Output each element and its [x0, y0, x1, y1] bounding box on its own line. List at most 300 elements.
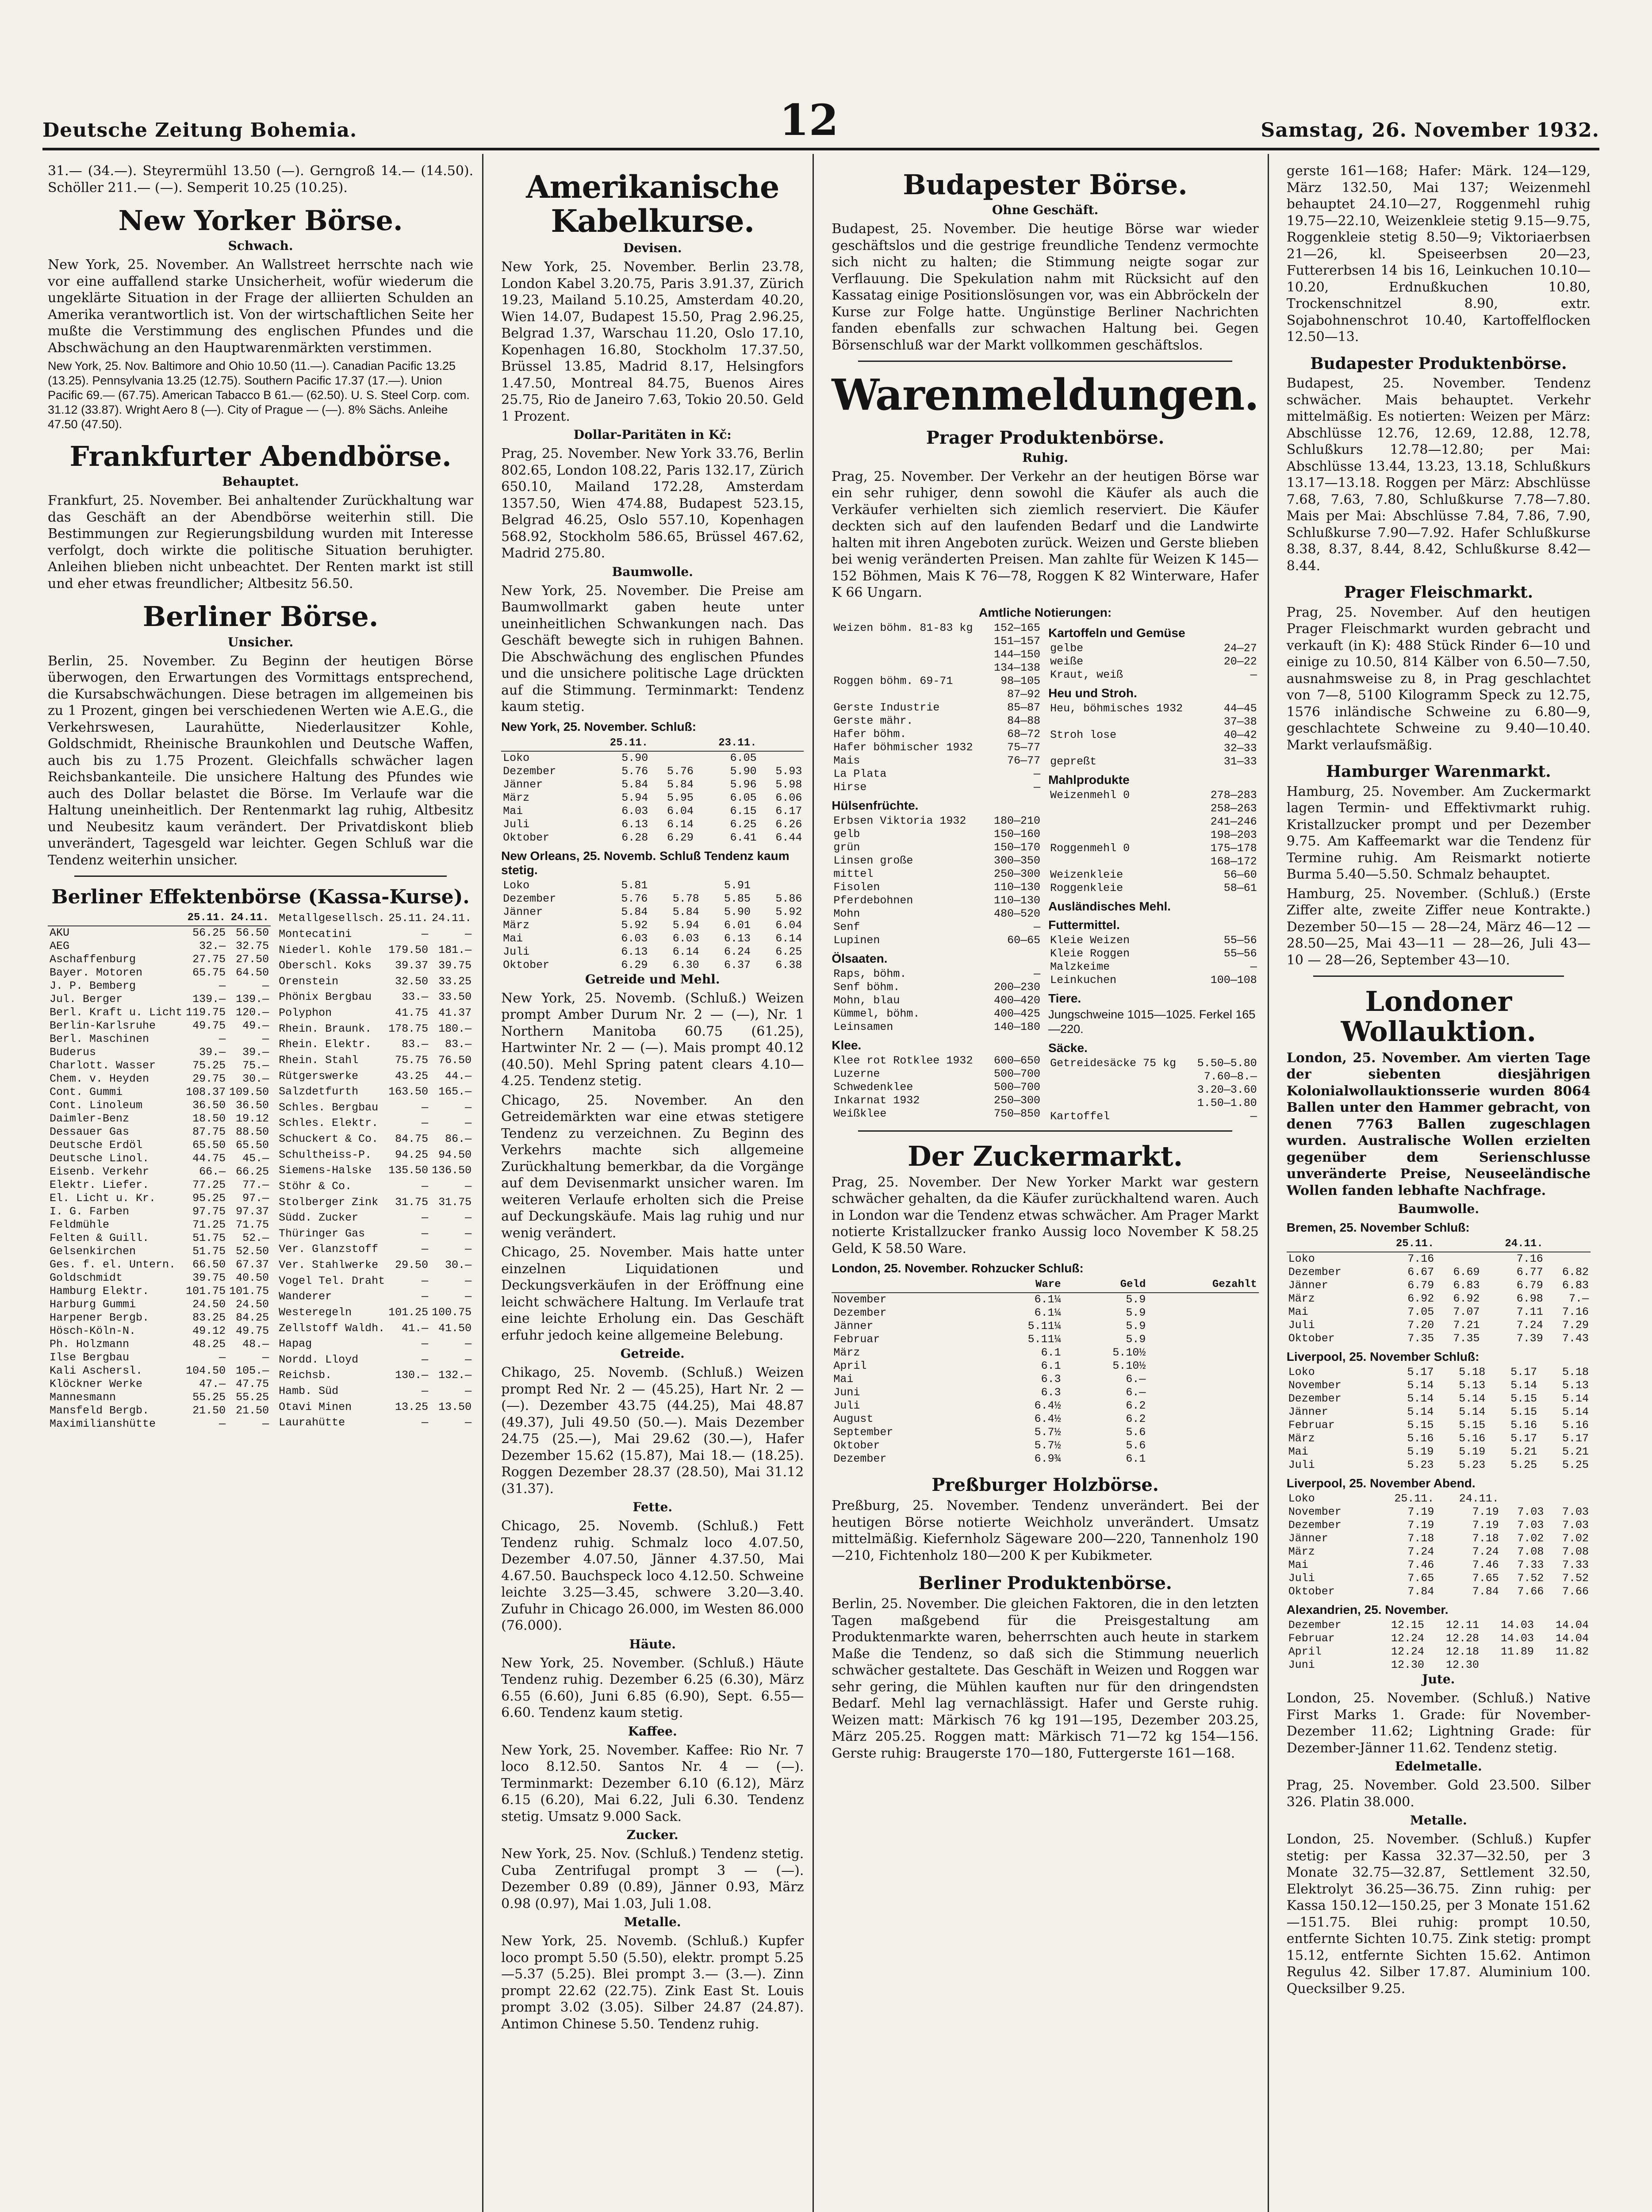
- table-cell: [1147, 1346, 1258, 1359]
- table-cell: November: [833, 1293, 887, 1306]
- table-cell: Kraut, weiß: [1050, 668, 1123, 681]
- table-cell: [1147, 1293, 1258, 1306]
- col-header: 24.11.: [227, 910, 271, 926]
- col-header: [501, 736, 586, 751]
- wolle-title: Londoner Wollauktion.: [1341, 985, 1537, 1048]
- table-cell: [1147, 1386, 1258, 1399]
- table-row: [48, 1378, 271, 1391]
- table-row: [48, 1311, 271, 1325]
- table-cell: Mohn, blau: [833, 994, 900, 1007]
- table-row: [832, 907, 1042, 921]
- hamburg-text: Hamburg, 25. November. Am Zuckermarkt lagen Termin- und Effektivmarkt ruhig. Kristallzucker prompt und per Dezember 9.75. Am Kaffeemarkt war die Tendenz für Termine ruhig. Am Reismarkt notierte Burma 5.40—5.50. Schmalz behauptet.: [1286, 783, 1591, 883]
- table-cell: Niederl. Kohle: [279, 943, 372, 956]
- table-cell: —: [422, 1117, 429, 1130]
- table-cell: I. G. Farben: [50, 1205, 130, 1218]
- table-cell: 94.25: [395, 1148, 429, 1161]
- table-cell: 5.13: [1459, 1379, 1486, 1392]
- table-row: [277, 1305, 473, 1321]
- table-row: [832, 648, 1042, 661]
- table-cell: 7.18: [1472, 1532, 1499, 1545]
- table-cell: —: [465, 1416, 472, 1429]
- table-cell: 29.75: [192, 1072, 226, 1086]
- kartoffeln-table: [1048, 642, 1259, 682]
- table-cell: 7.24: [1516, 1319, 1543, 1332]
- table-row: [1287, 1492, 1591, 1505]
- section-rule: [858, 1130, 1232, 1132]
- table-cell: 6.92: [1407, 1292, 1434, 1306]
- table-row: [832, 781, 1042, 794]
- table-cell: 5.6: [1126, 1439, 1146, 1452]
- table-cell: Vogel Tel. Draht: [279, 1274, 385, 1287]
- table-cell: 5.14: [1562, 1392, 1589, 1406]
- table-cell: 85—87: [1007, 701, 1041, 714]
- table-cell: 6.82: [1562, 1266, 1589, 1279]
- table-cell: Ver. Glanzstoff: [279, 1243, 379, 1256]
- table-cell: Mai: [1288, 1306, 1308, 1319]
- table-cell: Stöhr & Co.: [279, 1179, 352, 1193]
- table-cell: 5.9: [1126, 1306, 1146, 1320]
- table-cell: 13.25: [395, 1400, 429, 1413]
- table-cell: 120.—: [236, 1006, 269, 1019]
- table-cell: Loko: [503, 751, 530, 764]
- kassa-table-right: [277, 910, 473, 1431]
- table-cell: 7.03: [1562, 1519, 1589, 1532]
- table-cell: 11.82: [1555, 1645, 1589, 1659]
- tiere-title: Tiere.: [1048, 991, 1081, 1005]
- table-cell: 33.25: [438, 975, 472, 988]
- table-cell: 5.10½: [1112, 1346, 1146, 1359]
- table-cell: —: [465, 1117, 472, 1130]
- table-cell: 101.75: [229, 1285, 269, 1298]
- table-cell: 6.14: [672, 945, 699, 958]
- table-row: [832, 1399, 1258, 1413]
- table-row: [48, 1338, 271, 1351]
- table-row: [1048, 642, 1259, 655]
- table-cell: 6.69: [1453, 1266, 1480, 1279]
- table-row: [48, 1245, 271, 1258]
- table-cell: —: [1034, 967, 1041, 980]
- table-cell: 134—138: [994, 661, 1041, 674]
- table-cell: 6.1: [1041, 1346, 1061, 1359]
- table-cell: Weizenmehl 0: [1050, 788, 1130, 802]
- getreide-text: Chikago, 25. Novemb. (Schluß.) Weizen prompt Red Nr. 2 — (45.25), Hart Nr. 2 — (—). Dezember 43.75 (44.25), Mai 48.87 (49.37), Juli 49.50 (50.—). Mais Dezember 24.75 (25.—), Mai 29.62 (30.—), Hafer Dezember 15.62 (15.87), Mai 18.— (18.25). Roggen Dezember 28.37 (28.50), Mai 31.12 (31.37).: [501, 1365, 804, 1497]
- table-cell: 6.03: [672, 932, 699, 945]
- table-cell: 5.10½: [1112, 1359, 1146, 1373]
- table-row: [501, 805, 804, 818]
- table-row: [277, 1257, 473, 1273]
- table-cell: —: [422, 1227, 429, 1240]
- frankfurt-text: Frankfurt, 25. November. Bei anhaltender Zurückhaltung war das Geschäft an der Abendbörse weiterhin still. Die Bestimmungen zur Regierungsbildung wurden mit Interesse verfolgt, doch wirkte die politische Situation beruhigter. Anleihen blieben nicht unbeachtet. Der Renten markt ist still und eher etwas freundlicher; Altbesitz 56.50.: [48, 493, 474, 591]
- table-cell: Juli: [1288, 1319, 1315, 1332]
- table-row: [48, 1258, 271, 1271]
- table-cell: 258—263: [1210, 802, 1257, 815]
- table-row: [277, 1352, 473, 1368]
- table-cell: 75.75: [395, 1053, 429, 1067]
- table-cell: 152—165: [994, 621, 1041, 634]
- table-cell: März: [503, 791, 530, 804]
- table-cell: 41.—: [402, 1321, 429, 1335]
- table-cell: Dessauer Gas: [50, 1125, 130, 1139]
- table-row: [48, 1218, 271, 1232]
- table-cell: —: [219, 979, 226, 993]
- table-cell: 100.75: [432, 1306, 472, 1319]
- table-row: [277, 1037, 473, 1052]
- table-row: [277, 990, 473, 1006]
- table-cell: Berlin-Karlsruhe: [50, 1019, 156, 1033]
- table-row: [501, 778, 804, 791]
- table-row: [501, 765, 804, 778]
- table-cell: 51.75: [192, 1232, 226, 1245]
- table-row: [277, 1131, 473, 1147]
- column-2: [496, 154, 814, 2212]
- table-row: [832, 841, 1042, 854]
- table-cell: 6.92: [1453, 1292, 1480, 1306]
- fleisch-text: Prag, 25. November. Auf den heutigen Prager Fleischmarkt wurden gebracht und verkauft (in K): 488 Stück Rinder 6—10 und einige zu 10.50, 814 Kälber von 6.50—7.50, ausnahmsweise zu 8, in Prag geschlachtet von 7—8, 5100 Kilogramm Speck zu 12.75, 1576 inländische Schweine zu 6.80—9, geschlachtete Schweine zu 9.40—10.40. Markt verlaufsmäßig.: [1286, 604, 1591, 753]
- table-row: [48, 1192, 271, 1205]
- table-cell: 39.—: [242, 1046, 269, 1059]
- table-cell: Senf böhm.: [833, 980, 900, 994]
- table-cell: April: [833, 1359, 867, 1373]
- table-cell: —: [422, 1337, 429, 1351]
- table-cell: Jul. Berger: [50, 993, 123, 1006]
- table-cell: —: [219, 1417, 226, 1431]
- column-4: [1281, 154, 1599, 2212]
- table-row: [1048, 655, 1259, 668]
- alexandria-title: Alexandrien, 25. November.: [1286, 1603, 1449, 1617]
- table-cell: 5.23: [1407, 1459, 1434, 1472]
- table-row: [277, 1084, 473, 1100]
- issue-date: Samstag, 26. November 1932.: [1261, 119, 1599, 142]
- table-cell: 5.76: [621, 892, 648, 905]
- table-cell: 12.15: [1391, 1619, 1424, 1632]
- table-cell: 150—160: [994, 827, 1041, 841]
- table-cell: [1048, 1083, 1190, 1097]
- table-cell: [832, 661, 987, 675]
- table-cell: September: [833, 1426, 893, 1439]
- table-row: [48, 953, 271, 966]
- table-cell: —: [219, 1033, 226, 1046]
- table-cell: 47.—: [199, 1378, 226, 1391]
- fette-sub: Fette.: [632, 1500, 673, 1514]
- table-cell: 41.37: [438, 1006, 472, 1020]
- table-cell: —: [1034, 767, 1041, 780]
- table-row: [277, 958, 473, 974]
- table-cell: 14.03: [1500, 1619, 1534, 1632]
- table-row: [501, 879, 804, 892]
- col-header: [832, 1277, 977, 1293]
- table-cell: 5.84: [621, 778, 648, 791]
- table-cell: 135.50: [388, 1164, 429, 1177]
- table-row: [48, 1086, 271, 1099]
- table-cell: 66.—: [199, 1165, 226, 1179]
- table-cell: Stolberger Zink: [279, 1195, 379, 1209]
- table-cell: [752, 879, 804, 892]
- table-cell: 6.06: [775, 791, 802, 804]
- table-cell: —: [465, 1179, 472, 1193]
- table-cell: 6.15: [730, 804, 757, 818]
- kassa-table-left: [48, 910, 271, 1431]
- saecke-title: Säcke.: [1048, 1041, 1088, 1055]
- column-1: [42, 154, 483, 2212]
- table-cell: 58—61: [1223, 881, 1257, 895]
- table-cell: 400—425: [994, 1007, 1041, 1020]
- amtlich-right: [1048, 622, 1259, 1123]
- table-row: [1048, 755, 1259, 768]
- table-row: [832, 1452, 1258, 1466]
- table-cell: [1048, 815, 1180, 829]
- table-cell: 5.78: [672, 892, 699, 905]
- table-cell: 5.11¼: [1027, 1320, 1061, 1333]
- klee-title: Klee.: [832, 1038, 862, 1052]
- alexandria-table: [1287, 1619, 1591, 1672]
- table-row: [48, 1019, 271, 1033]
- table-cell: Weizenkleie: [1050, 868, 1123, 881]
- table-cell: 180.—: [438, 1022, 472, 1035]
- table-cell: Gerste mähr.: [833, 714, 913, 727]
- table-cell: 7.84: [1472, 1585, 1499, 1598]
- table-cell: 75—77: [1007, 741, 1041, 754]
- table-cell: Dezember: [1288, 1266, 1342, 1279]
- table-cell: 5.9: [1126, 1293, 1146, 1306]
- ausl-mehl-title: Ausländisches Mehl.: [1048, 899, 1171, 913]
- table-cell: Weißklee: [833, 1107, 887, 1120]
- table-cell: Polyphon: [279, 1006, 332, 1020]
- table-cell: Lupinen: [833, 933, 880, 947]
- table-cell: 51.75: [192, 1245, 226, 1258]
- table-row: [1287, 1419, 1591, 1432]
- amtlich-tables: [832, 622, 1258, 1123]
- table-row: [48, 1325, 271, 1338]
- table-cell: Kleie Weizen: [1050, 933, 1130, 947]
- liverpool-table: [1287, 1366, 1591, 1472]
- table-cell: 47.75: [236, 1378, 269, 1391]
- ny-exchange-quotes: New York, 25. Nov. Baltimore and Ohio 10.50 (11.—). Canadian Pacific 13.25 (13.25). Pennsylvania 13.25 (12.75). Southern Pacific 17.37 (17.—). Union Pacific 69.— (67.75). American Tabacco B 61.— (62.50). U. S. Steel Corp. com. 31.12 (33.87). Wright Aero 8 (—). City of Prague — (—). 8% Sächs. Anleihe 47.50 (47.50).: [48, 359, 470, 431]
- table-cell: 64.50: [236, 966, 269, 979]
- table-cell: 21.50: [192, 1404, 226, 1417]
- table-cell: —: [1250, 668, 1257, 681]
- table-cell: 5.93: [775, 764, 802, 778]
- table-row: [501, 751, 804, 765]
- metalle-london-sub: Metalle.: [1410, 1813, 1467, 1828]
- table-cell: Juli: [503, 945, 530, 958]
- col-header: 25.11.: [184, 910, 227, 926]
- table-cell: 168—172: [1210, 855, 1257, 868]
- table-row: [48, 1285, 271, 1298]
- table-row: [832, 1293, 1258, 1306]
- table-cell: 7.19: [1472, 1505, 1499, 1519]
- table-cell: 49.75: [192, 1019, 226, 1033]
- table-cell: 6.83: [1562, 1279, 1589, 1292]
- table-row: [832, 741, 1042, 754]
- table-cell: 7.65: [1472, 1572, 1499, 1585]
- table-cell: Loko: [1288, 1492, 1315, 1505]
- table-cell: 5.92: [775, 905, 802, 918]
- table-row: [48, 1351, 271, 1364]
- table-cell: 12.24: [1391, 1632, 1424, 1645]
- table-cell: 66.25: [236, 1165, 269, 1179]
- berl-prod-title: Berliner Produktenbörse.: [918, 1573, 1172, 1594]
- table-cell: 7.66: [1517, 1585, 1544, 1598]
- table-cell: Deutsche Erdöl: [50, 1139, 143, 1152]
- table-row: [277, 1273, 473, 1289]
- table-cell: Gerste Industrie: [833, 701, 940, 714]
- table-row: [277, 942, 473, 958]
- table-row: [1287, 1379, 1591, 1392]
- table-cell: —: [465, 1211, 472, 1225]
- table-cell: 5.17: [1562, 1432, 1589, 1445]
- table-cell: —: [262, 1417, 269, 1431]
- table-cell: 101.75: [186, 1285, 226, 1298]
- table-cell: 5.17: [1407, 1366, 1434, 1379]
- table-cell: 109.50: [229, 1086, 269, 1099]
- table-cell: Getreidesäcke 75 kg: [1050, 1056, 1177, 1070]
- table-cell: 5.17: [1510, 1366, 1537, 1379]
- mahl-table: [1048, 789, 1259, 895]
- table-cell: [1147, 1359, 1258, 1373]
- table-cell: 5.7½: [1034, 1439, 1061, 1452]
- table-row: [501, 945, 804, 959]
- table-cell: 5.81: [621, 879, 648, 892]
- table-cell: 12.18: [1445, 1645, 1479, 1659]
- table-cell: Nordd. Lloyd: [279, 1353, 359, 1366]
- table-cell: Dezember: [1288, 1619, 1342, 1632]
- table-cell: 110—130: [994, 894, 1041, 907]
- table-cell: 30.—: [445, 1259, 472, 1272]
- table-cell: [1048, 742, 1214, 755]
- devisen-sub: Devisen.: [623, 241, 682, 255]
- table-row: [501, 892, 804, 906]
- table-row: [1048, 842, 1259, 855]
- table-cell: März: [1288, 1292, 1315, 1306]
- table-cell: 5.76: [667, 764, 694, 778]
- col-header: [1287, 1237, 1372, 1252]
- table-cell: 7.03: [1562, 1505, 1589, 1519]
- table-cell: Cont. Gummi: [50, 1086, 123, 1099]
- cotton-ny-title: New York, 25. November. Schluß:: [501, 719, 697, 733]
- col-header: Ware: [978, 1277, 1063, 1293]
- table-cell: 5.14: [1407, 1406, 1434, 1419]
- table-row: [1287, 1406, 1591, 1419]
- table-row: [832, 1306, 1258, 1320]
- table-cell: 6.13: [621, 945, 648, 958]
- table-row: [1287, 1645, 1591, 1659]
- table-cell: Gelsenkirchen: [50, 1245, 136, 1258]
- table-cell: Felten & Guill.: [50, 1232, 149, 1245]
- jute-text: London, 25. November. (Schluß.) Native First Marks 1. Grade: für November-Dezember 11.62; Lightning Grade: für Dezember-Jänner 11.62. Tendenz stetig.: [1286, 1690, 1591, 1756]
- table-row: [832, 994, 1042, 1007]
- table-cell: 41.75: [395, 1006, 429, 1020]
- table-cell: —: [1034, 920, 1041, 933]
- table-cell: El. Licht u. Kr.: [50, 1192, 156, 1205]
- table-cell: 200—230: [994, 980, 1041, 994]
- table-cell: 6.04: [667, 804, 694, 818]
- table-cell: Oktober: [503, 831, 550, 844]
- table-cell: 32.50: [395, 975, 429, 988]
- table-cell: Salzdetfurth: [279, 1085, 359, 1098]
- table-row: [832, 622, 1042, 635]
- table-cell: Metallgesellsch.: [279, 912, 385, 925]
- kartoffeln-title: Kartoffeln und Gemüse: [1048, 626, 1185, 640]
- table-row: [1287, 1266, 1591, 1279]
- table-cell: 500—700: [994, 1080, 1041, 1094]
- column-3: [826, 154, 1269, 2212]
- table-cell: Leinsamen: [833, 1020, 893, 1033]
- table-cell: 7.43: [1562, 1332, 1589, 1345]
- table-row: [48, 1059, 271, 1072]
- table-cell: Otavi Minen: [279, 1400, 352, 1413]
- table-row: [277, 1021, 473, 1037]
- table-cell: Klee rot Rotklee 1932: [833, 1054, 973, 1067]
- grain-chicago-text: Chicago, 25. November. An den Getreidemärkten war eine etwas stetigere Tendenz zu verzeichnen. Zu Beginn des Verkehrs machte sich allgemeine Zurückhaltung bemerkbar, da die Vorgänge auf dem Devisenmarkt unsicher waren. Im weiteren Verlaufe erholten sich die Preise auf Deckungskäufe. Mais lag ruhig und nur wenig verändert.: [501, 1092, 804, 1241]
- table-cell: Dezember: [503, 892, 556, 905]
- table-cell: 97.—: [242, 1192, 269, 1205]
- table-cell: 6.37: [724, 958, 751, 972]
- table-cell: Dezember: [833, 1452, 887, 1466]
- table-cell: Februar: [1288, 1632, 1335, 1645]
- table-cell: 97.75: [192, 1205, 226, 1218]
- table-cell: Roggenmehl 0: [1050, 841, 1130, 855]
- table-cell: [1147, 1373, 1258, 1386]
- table-row: [277, 1052, 473, 1068]
- table-cell: 5.90: [724, 905, 751, 918]
- grain-sub: Getreide und Mehl.: [585, 972, 720, 987]
- table-cell: 7.39: [1516, 1332, 1543, 1345]
- table-cell: 6.17: [775, 804, 802, 818]
- hamburg-title: Hamburger Warenmarkt.: [1326, 762, 1551, 781]
- table-cell: 5.84: [672, 905, 699, 918]
- table-cell: —: [262, 979, 269, 993]
- table-cell: Klöckner Werke: [50, 1378, 143, 1391]
- table-cell: 31.75: [438, 1195, 472, 1209]
- table-cell: 19.12: [236, 1112, 269, 1125]
- table-cell: [1481, 1659, 1536, 1672]
- table-cell: 7.66: [1562, 1585, 1589, 1598]
- ny-exchange-text: New York, 25. November. An Wallstreet herrschte nach wie vor eine auffallend starke Unsicherheit, wofür wiederum die ungeklärte Situation in der Frage der alliierten Schulden an Amerika verantwortlich ist. Von der wirtschaftlichen Seite her mußte die Verstimmung des englischen Pfundes und die Abschwächung an den Hauptwarenmärkten verstimmen.: [48, 257, 474, 356]
- table-cell: 6.—: [1126, 1373, 1146, 1386]
- table-cell: 140—180: [994, 1020, 1041, 1033]
- kaffee-sub: Kaffee.: [628, 1724, 677, 1739]
- table-cell: 180—210: [994, 814, 1041, 827]
- table-cell: 7.08: [1517, 1545, 1544, 1559]
- table-row: [277, 1179, 473, 1194]
- table-row: [501, 959, 804, 972]
- table-cell: 44.75: [192, 1152, 226, 1165]
- table-cell: Buderus: [50, 1046, 96, 1059]
- table-cell: 7.16: [1562, 1306, 1589, 1319]
- table-cell: 7.03: [1517, 1519, 1544, 1532]
- metalle-london-text: London, 25. November. (Schluß.) Kupfer stetig: per Kassa 32.37—32.50, per 3 Monate 32.75—32.87, Settlement 32.50, Elektrolyt 36.25—36.75. Zinn ruhig: per Kassa 150.12—150.25, per 3 Monate 151.62—151.75. Blei ruhig: prompt 10.50, entfernte Sichten 10.75. Zink stetig: prompt 15.12, entfernte Sichten 15.62. Antimon Regulus 42. Silber 17.87. Aluminium 100. Quecksilber 9.25.: [1286, 1832, 1591, 1997]
- table-cell: 86.—: [445, 1133, 472, 1146]
- zuckermarkt-title: Der Zuckermarkt.: [907, 1140, 1183, 1172]
- table-cell: 6.3: [1041, 1373, 1061, 1386]
- table-cell: —: [219, 1351, 226, 1364]
- table-cell: 6.03: [621, 932, 648, 945]
- budapest-text: Budapest, 25. November. Die heutige Börse war wieder geschäftslos und die gestrige freundliche Tendenz vermochte sich nicht zu halten; die Stimmung neigte sogar zur Verflauung. Die Spekulation nahm mit Rücksicht auf den Kassatag einige Positionslösungen vor, was ein Abbröckeln der Kurse zur Folge hatte. Ungünstige Berliner Nachrichten fanden ebenfalls zur schwachen Haltung bei. Gegen Börsenschluß war der Markt vollkommen geschäftslos.: [832, 221, 1259, 353]
- table-cell: 5.14: [1562, 1406, 1589, 1419]
- table-cell: —: [465, 1290, 472, 1303]
- table-cell: Jänner: [1288, 1406, 1328, 1419]
- table-cell: 5.7½: [1034, 1426, 1061, 1439]
- liverpool-title: Liverpool, 25. November Schluß:: [1286, 1350, 1480, 1364]
- table-cell: [1147, 1439, 1258, 1452]
- table-cell: 6.29: [667, 831, 694, 844]
- table-cell: —: [465, 1337, 472, 1351]
- table-row: [501, 791, 804, 805]
- table-cell: Raps, böhm.: [833, 967, 907, 980]
- table-row: [48, 1139, 271, 1152]
- futter-title: Futtermittel.: [1048, 918, 1120, 932]
- table-cell: 600—650: [994, 1054, 1041, 1067]
